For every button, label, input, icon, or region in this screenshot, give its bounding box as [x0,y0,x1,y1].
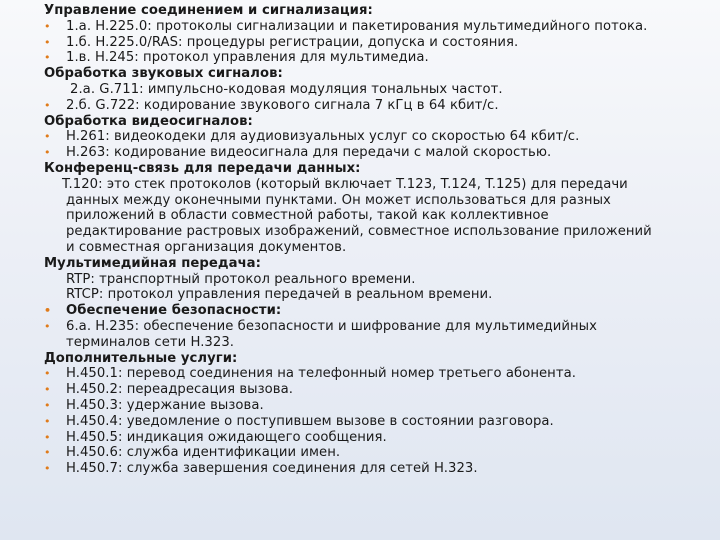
list-item: •2.б. G.722: кодирование звукового сигнала 7 кГц в 64 кбит/с. [44,98,694,114]
heading-security: •Обеспечение безопасности: [44,303,694,319]
bullet-icon [44,366,66,382]
bullet-icon [44,19,66,35]
list-item-continuation: и совместная организация документов. [66,239,347,255]
list-item-continuation: приложений в области совместной работы, такой как коллективное [66,208,549,224]
list-item-continuation: редактирование растровых изображений, совместное использование приложений [66,224,652,240]
bullet-icon [44,414,66,430]
list-item: •H.261: видеокодеки для аудиовизуальных услуг со скоростью 64 кбит/с. [44,129,694,145]
bullet-icon [44,461,66,477]
list-item: •H.450.4: уведомление о поступившем вызове в состоянии разговора. [44,414,694,430]
list-item: •H.450.2: переадресация вызова. [44,382,694,398]
slide-body [44,3,694,477]
bullet-icon [44,129,66,145]
heading-call-control: Управление соединением и сигнализация: [44,3,373,18]
list-item-continuation: терминалов сети H.323. [66,334,234,350]
list-item: •1.a. H.225.0: протоколы сигнализации и пакетирования мультимедийного потока. [44,19,694,35]
list-item: •H.450.6: служба идентификации имен. [44,445,694,461]
list-item: •H.450.3: удержание вызова. [44,398,694,414]
list-item: •H.450.5: индикация ожидающего сообщения. [44,430,694,446]
bullet-icon [44,145,66,161]
heading-supplementary: Дополнительные услуги: [44,350,238,366]
list-item: •H.450.7: служба завершения соединения для сетей H.323. [44,461,694,477]
bullet-icon [44,382,66,398]
bullet-icon [44,398,66,414]
heading-data-conferencing: Конференц-связь для передачи данных: [44,160,361,176]
heading-multimedia: Мультимедийная передача: [44,255,261,271]
list-item: 2.а. G.711: импульсно-кодовая модуляция тональных частот. [70,81,503,97]
heading-video: Обработка видеосигналов: [44,113,253,129]
bullet-icon [44,445,66,461]
list-item: •H.263: кодирование видеосигнала для передачи с малой скоростью. [44,145,694,161]
heading-audio: Обработка звуковых сигналов: [44,66,283,82]
bullet-icon [44,50,66,66]
list-item: RTCP: протокол управления передачей в реальном времени. [66,287,493,303]
bullet-icon [44,430,66,446]
list-item: RTP: транспортный протокол реального времени. [66,271,416,287]
list-item: •H.450.1: перевод соединения на телефонный номер третьего абонента. [44,366,694,382]
bullet-icon [44,98,66,114]
bullet-icon [44,319,66,335]
list-item: T.120: это стек протоколов (который включает T.123, T.124, T.125) для передачи [62,176,628,192]
bullet-icon [44,303,66,319]
bullet-icon [44,35,66,51]
list-item-continuation: данных между оконечными пунктами. Он может использоваться для разных [66,192,611,208]
list-item: •1.в. H.245: протокол управления для мультимедиа. [44,50,694,66]
list-item: •1.б. H.225.0/RAS: процедуры регистрации, допуска и состояния. [44,35,694,51]
list-item: •6.а. H.235: обеспечение безопасности и шифрование для мультимедийных [44,319,694,335]
